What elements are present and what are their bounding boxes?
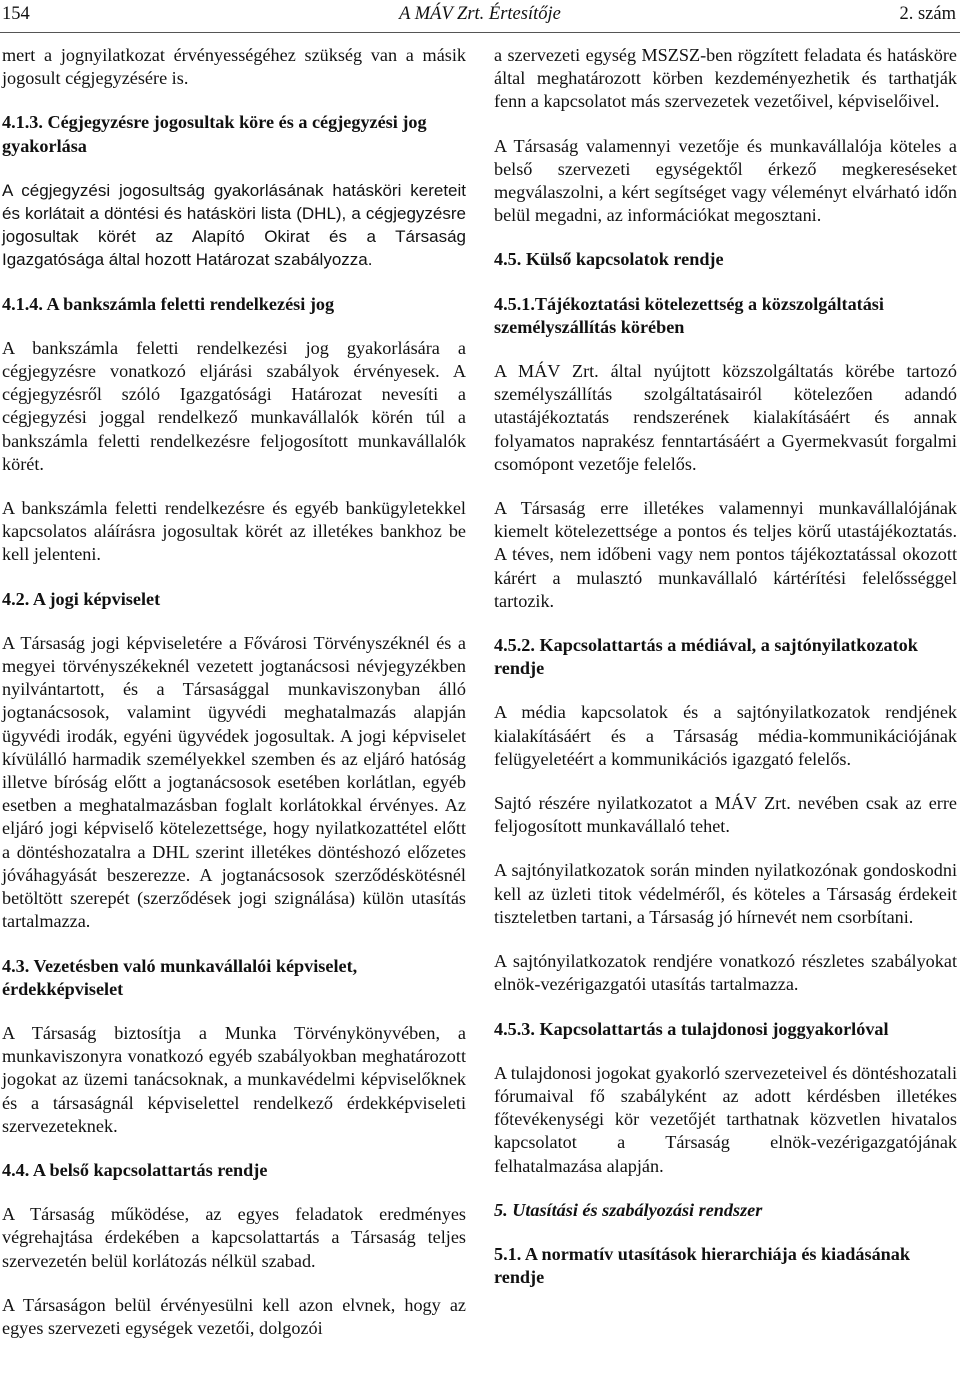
chapter-heading: 5. Utasítási és szabályozási rendszer	[494, 1199, 763, 1220]
section-heading: 5.1. A normatív utasítások hierarchiája és kiadásának rendje	[494, 1243, 911, 1288]
left-column	[2, 44, 466, 1340]
paragraph: A bankszámla feletti rendelkezési jog gyakorlására a cégjegyzésre vonatkozó eljárási szabályok érvényesek. A cégjegyzésről szóló Igazgatósági Határozat nevesíti a cégjegyzési joggal rendelkező munkavállalók körén túl a bankszámla feletti rendelkezésre feljogosított munkavállalók körét.	[2, 337, 466, 474]
paragraph: A Társaságon belül érvényesülni kell azon elvnek, hogy az egyes szervezeti egységek vezetői, dolgozói	[2, 1294, 466, 1338]
publication-title: A MÁV Zrt. Értesítője	[399, 4, 561, 24]
paragraph: A Társaság valamennyi vezetője és munkavállalója köteles a belső szervezeti egységektől érkező megkereséseket megválaszolni, a kért segítséget vagy véleményt elvárható időn belül megadni, az információkat megosztani.	[494, 135, 957, 226]
paragraph: A Társaság biztosítja a Munka Törvénykönyvében, a munkaviszonyra vonatkozó egyéb szabályokban meghatározott jogokat az üzemi tanácsoknak, a munkavédelmi képviselőknek és a társaságnál képviselettel rendelkező érdekképviseleti szervezeteknek.	[2, 1022, 466, 1136]
section-heading: 4.5.3. Kapcsolattartás a tulajdonosi joggyakorlóval	[494, 1018, 889, 1039]
right-column	[494, 44, 957, 1310]
paragraph: A Társaság jogi képviseletére a Fővárosi Törvényszéknél és a megyei törvényszékeknél vezetett jogtanácsosi névjegyzékben nyilvántartott, és a Társasággal munkaviszonyban álló jogtanácsosok, valamint ügyvédi meghatalmazás alapján ügyvédi irodák, egyéni ügyvédek jogosultak. A jogi képviselet kívülálló harmadik személyekkel szemben és az eljáró hatóság illetve bíróság előtt a jogtanácsosok esetében korlátlan, egyéb esetben a meghatalmazásban foglalt korlátokkal érvényes. Az eljáró jogi képviselő kötelezettsége, hogy nyilatkozattétel előtt a döntéshozatalra a DHL szerint illetékes döntéshozó előzetes jóváhagyását beszerezze. A jogtanácsosok szerződéskötésnél betöltött szerepét (szerződések jogi szignálása) külön utasítás tartalmazza.	[2, 632, 466, 932]
paragraph: A sajtónyilatkozatok során minden nyilatkozónak gondoskodni kell az üzleti titok védelméről, és köteles a Társaság érdekeit tiszteletben tartani, a Társaság jó hírnevét nem csorbítani.	[494, 860, 957, 927]
paragraph: A sajtónyilatkozatok rendjére vonatkozó részletes szabályokat elnök-vezérigazgatói utasítás tartalmazza.	[494, 951, 957, 995]
section-heading: 4.5.1.Tájékoztatási kötelezettség a közszolgáltatási személyszállítás körében	[494, 293, 884, 337]
section-heading: 4.5.2. Kapcsolattartás a médiával, a sajtónyilatkozatok rendje	[494, 635, 918, 679]
paragraph: a szervezeti egység MSZSZ-ben rögzített feladata és hatásköre által meghatározott körben kezdeményezhetik és tarthatják fenn a kapcsolatot más szervezetek vezetőivel, képviselőivel.	[494, 45, 957, 112]
paragraph: A cégjegyzési jogosultság gyakorlásának hatásköri kereteit és korlátait a döntési és hatásköri lista (DHL), a cégjegyzésre jogosultak körét az Alapító Okirat és a Társaság Igazgatósága által hozott Határozat szabályozza.	[2, 180, 466, 270]
paragraph: mert a jognyilatkozat érvényességéhez szükség van a másik jogosult cégjegyzésére is.	[2, 45, 466, 89]
section-heading: 4.4. A belső kapcsolattartás rendje	[2, 1159, 268, 1180]
issue-number: 2. szám	[899, 4, 956, 24]
paragraph: A Társaság működése, az egyes feladatok eredményes végrehajtása érdekében a kapcsolattartás a Társaság teljes szervezetén belül korlátozás nélkül szabad.	[2, 1204, 466, 1271]
paragraph: Sajtó részére nyilatkozatot a MÁV Zrt. nevében csak az erre feljogosított munkavállaló tehet.	[494, 793, 957, 837]
paragraph: A bankszámla feletti rendelkezésre és egyéb bankügyletekkel kapcsolatos aláírásra jogosultak körét az illetékes bankhoz be kell jelenteni.	[2, 498, 466, 565]
page-header	[0, 0, 960, 33]
section-heading: 4.1.4. A bankszámla feletti rendelkezési jog	[2, 293, 335, 314]
section-heading: 4.1.3. Cégjegyzésre jogosultak köre és a cégjegyzési jog gyakorlása	[2, 112, 427, 156]
section-heading: 4.2. A jogi képviselet	[2, 588, 161, 609]
section-heading: 4.3. Vezetésben való munkavállalói képviselet, érdekképviselet	[2, 955, 358, 999]
paragraph: A MÁV Zrt. által nyújtott közszolgáltatás körébe tartozó személyszállítás szolgáltatásairól kötelezően adandó utastájékoztatás rendszerének kialakításáért és annak folyamatos naprakész fenntartásáért a Gyermekvasút forgalmi csomópont vezetője felelős.	[494, 361, 957, 474]
paragraph: A tulajdonosi jogokat gyakorló szervezeteivel és döntéshozatali fórumaival fő szabályként az adott kérdésben illetékes főtevékenységi kör vezetőjét tarthatnak közvetlen hivatalos kapcsolatot a Társaság elnök-vezérigazgatójának felhatalmazása alapján.	[494, 1062, 957, 1176]
section-heading: 4.5. Külső kapcsolatok rendje	[494, 249, 724, 270]
page-number: 154	[2, 4, 30, 24]
paragraph: A média kapcsolatok és a sajtónyilatkozatok rendjének kialakításáért és a Társaság média-kommunikációjának felügyeletéért a kommunikációs igazgató felelős.	[494, 702, 957, 769]
paragraph: A Társaság erre illetékes valamennyi munkavállalójának kiemelt kötelezettsége a pontos és teljes körű utastájékoztatás. A téves, nem időbeni vagy nem pontos tájékoztatással okozott kárért a mulasztó munkavállaló kártérítési felelősséggel tartozik.	[494, 498, 957, 611]
